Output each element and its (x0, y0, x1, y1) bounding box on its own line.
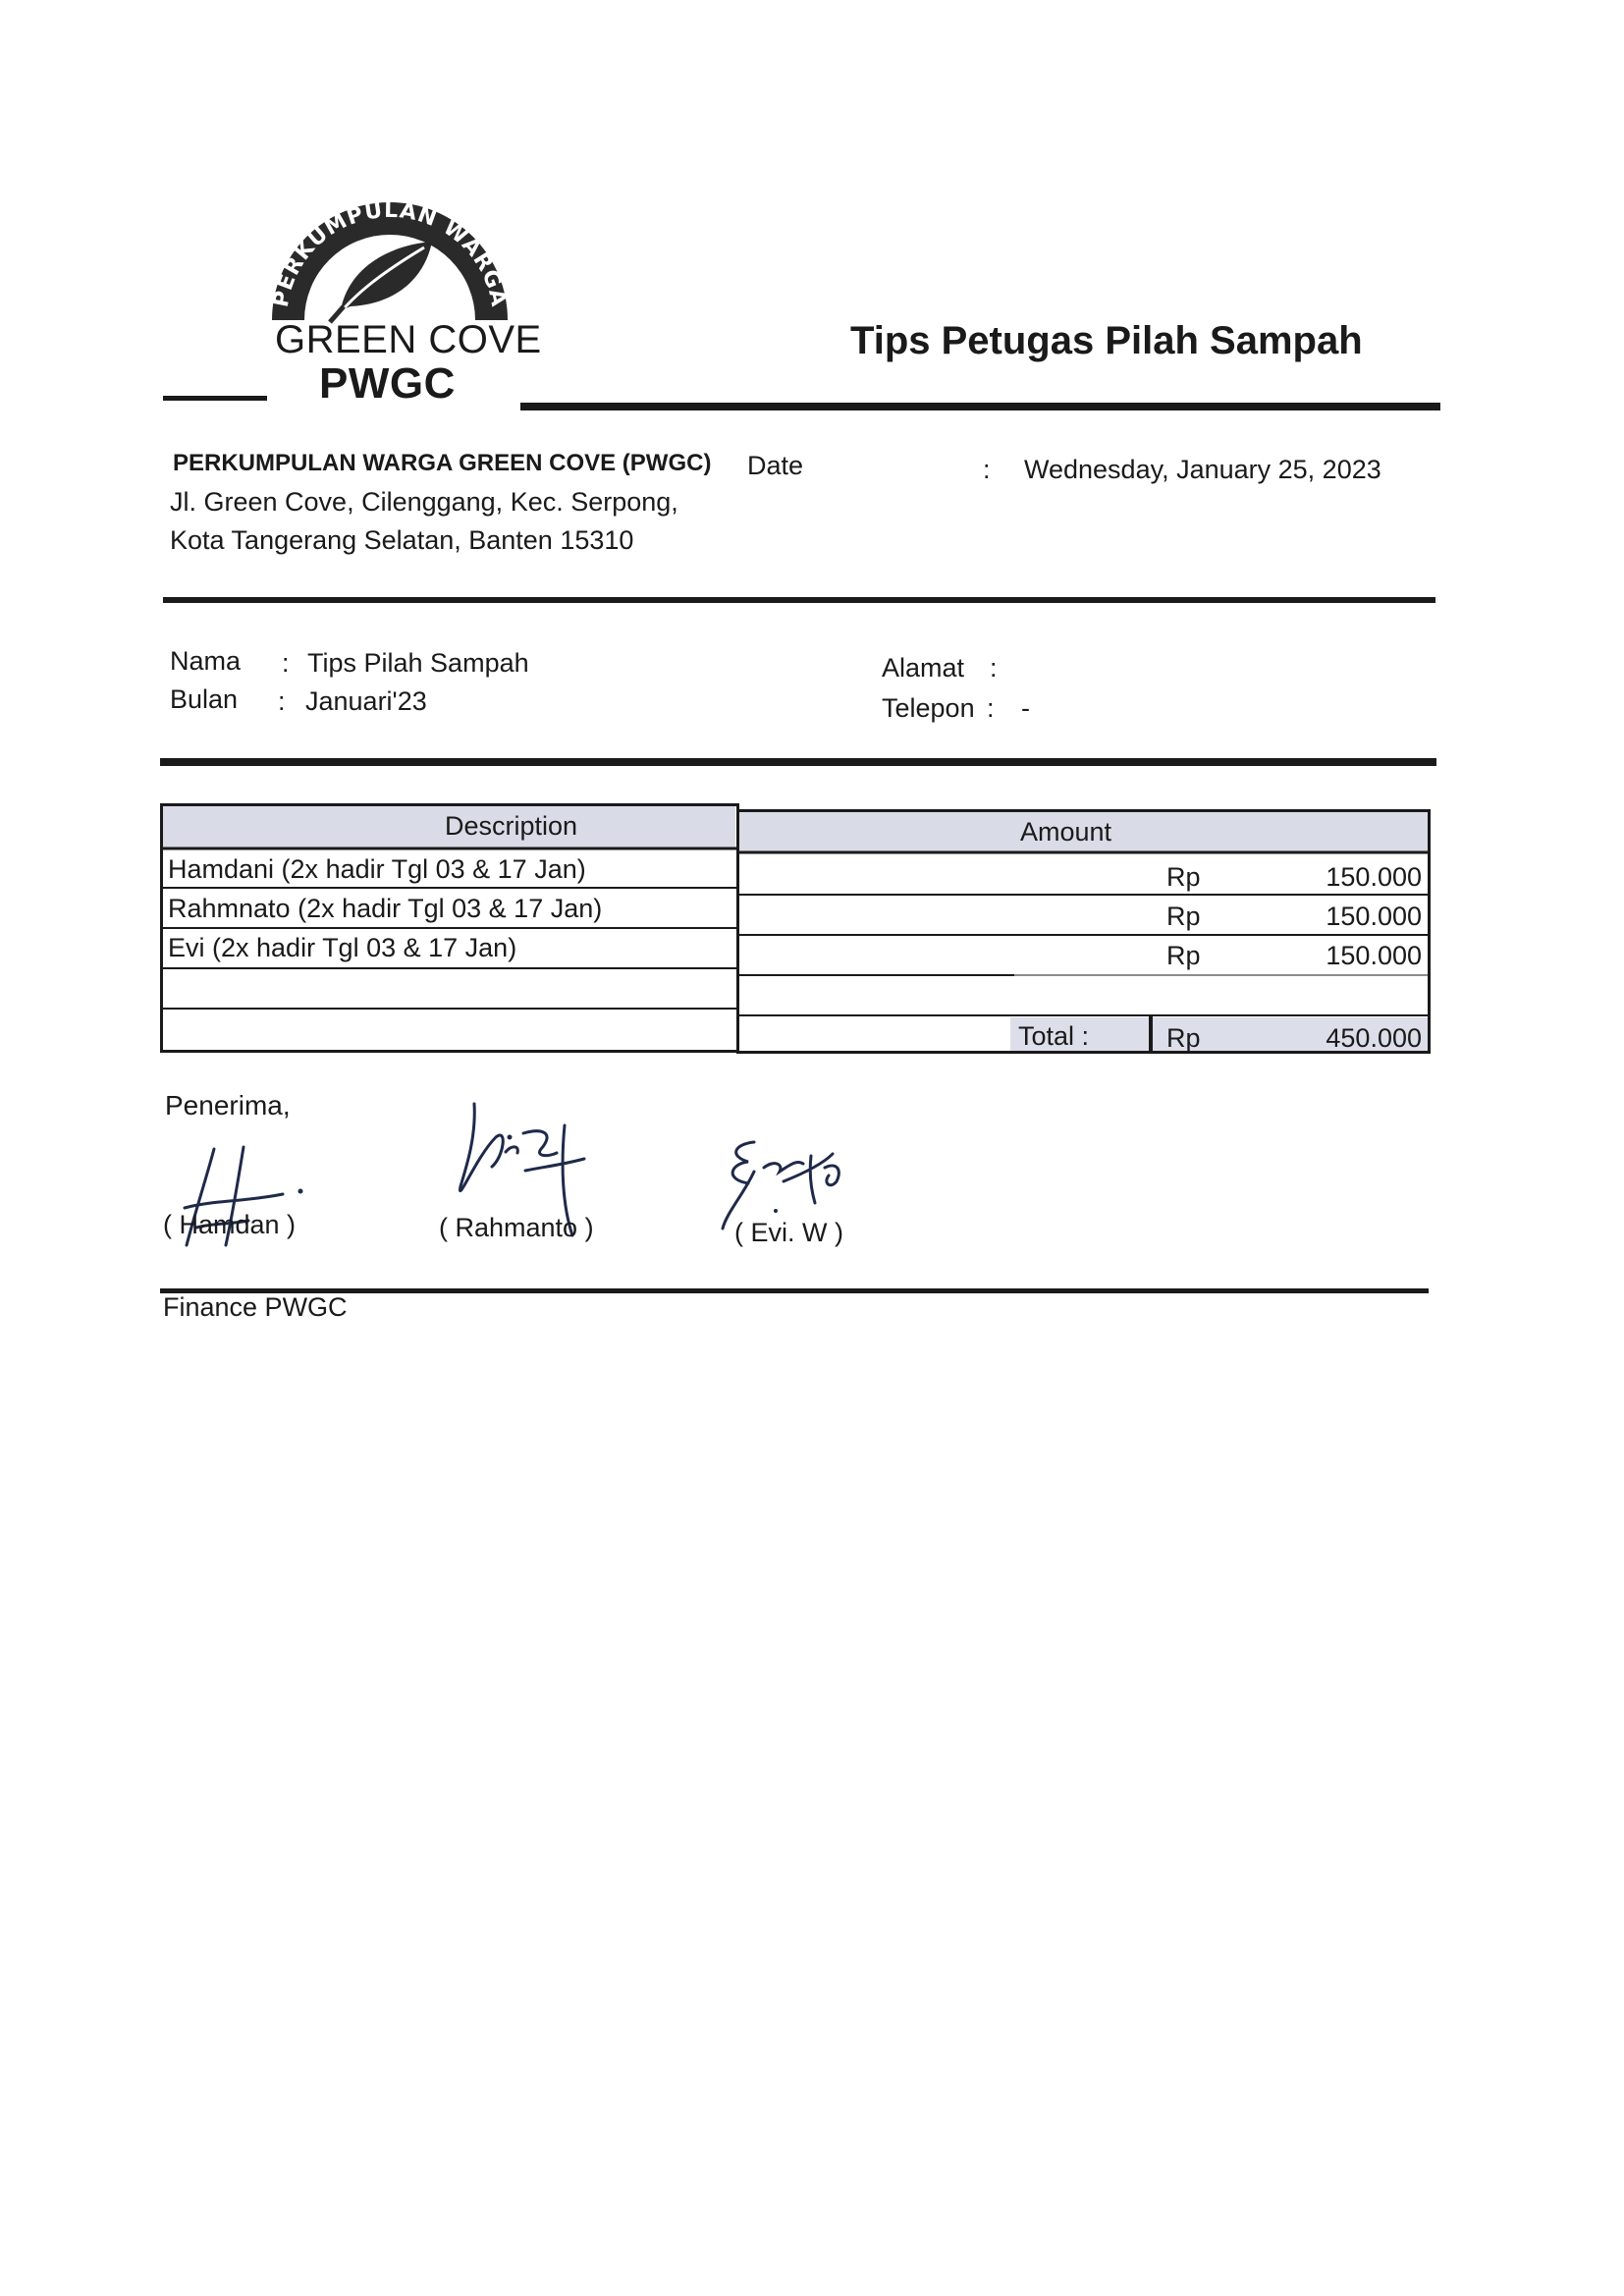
logo-line2: PWGC (319, 359, 456, 408)
alamat-colon: : (990, 653, 998, 683)
row-amount: 150.000 (1326, 902, 1422, 931)
section-rule-2 (160, 758, 1436, 766)
date-value: Wednesday, January 25, 2023 (1024, 455, 1381, 484)
alamat-label: Alamat (882, 653, 965, 683)
row-description: Evi (2x hadir Tgl 03 & 17 Jan) (168, 933, 517, 962)
org-address-line1: Jl. Green Cove, Cilenggang, Kec. Serpong, (170, 487, 678, 517)
amount-table (160, 803, 1432, 1055)
telepon-value: - (1021, 693, 1030, 723)
leaf-icon (330, 242, 432, 322)
telepon-label: Telepon (882, 693, 975, 723)
row-amount: 150.000 (1326, 862, 1422, 892)
header-rule-right (520, 403, 1440, 410)
bulan-value: Januari'23 (305, 686, 427, 716)
nama-colon: : (282, 648, 290, 678)
date-label: Date (747, 451, 804, 480)
total-currency: Rp (1166, 1023, 1201, 1053)
org-address-line2: Kota Tangerang Selatan, Banten 15310 (170, 525, 634, 555)
org-name: PERKUMPULAN WARGA GREEN COVE (PWGC) (173, 450, 712, 476)
signature-name: ( Rahmanto ) (439, 1213, 594, 1242)
header-description: Description (445, 811, 578, 841)
total-label: Total : (1018, 1021, 1090, 1051)
bulan-label: Bulan (170, 684, 239, 714)
footer-rule (160, 1288, 1429, 1293)
signature-name: ( Hamdan ) (163, 1210, 297, 1239)
header-amount: Amount (1020, 817, 1112, 847)
section-rule-1 (163, 597, 1435, 603)
row-currency: Rp (1166, 862, 1201, 892)
date-colon: : (983, 455, 991, 484)
nama-value: Tips Pilah Sampah (307, 648, 529, 678)
row-description: Rahmnato (2x hadir Tgl 03 & 17 Jan) (168, 894, 603, 923)
pwgc-logo (257, 185, 542, 430)
telepon-colon: : (987, 693, 995, 723)
recipients-heading: Penerima, (165, 1090, 291, 1121)
table-grid (160, 803, 1432, 1055)
total-amount: 450.000 (1326, 1023, 1422, 1053)
row-amount: 150.000 (1326, 941, 1422, 970)
logo-line1: GREEN COVE (275, 318, 542, 361)
row-currency: Rp (1166, 902, 1201, 931)
document-title: Tips Petugas Pilah Sampah (850, 319, 1363, 362)
header-rule-left (163, 396, 267, 401)
bulan-colon: : (278, 686, 286, 716)
footer-label: Finance PWGC (163, 1292, 348, 1322)
signature-name: ( Evi. W ) (734, 1218, 843, 1247)
row-currency: Rp (1166, 941, 1201, 970)
row-description: Hamdani (2x hadir Tgl 03 & 17 Jan) (168, 854, 586, 884)
nama-label: Nama (170, 646, 242, 676)
svg-text:PERKUMPULAN WARGA: PERKUMPULAN WARGA (268, 197, 512, 309)
